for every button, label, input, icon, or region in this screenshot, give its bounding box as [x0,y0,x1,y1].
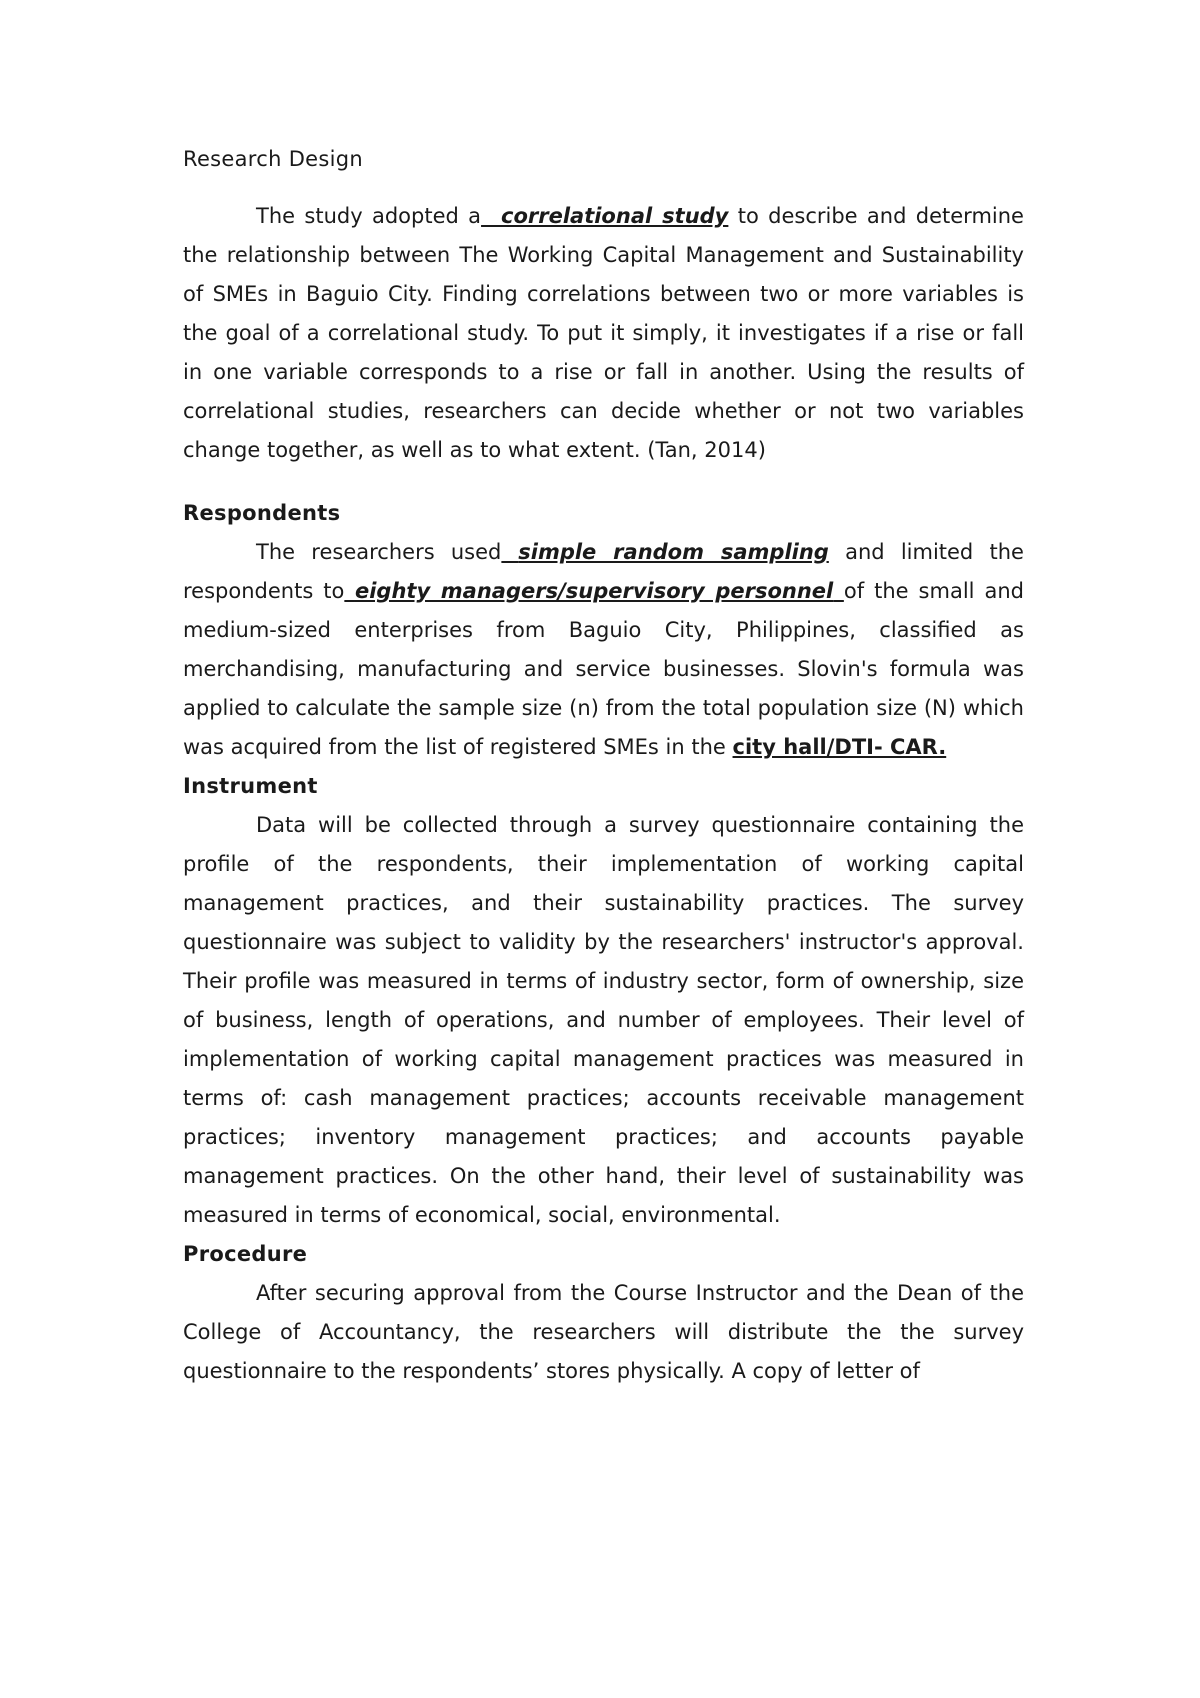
emphasis-correlational-study: correlational study [501,204,729,228]
paragraph-respondents [183,533,1024,767]
document-body [183,140,1024,1391]
text-research-design-lead: The study adopted a [256,204,482,228]
emphasis-simple-random-sampling: simple random sampling [518,540,829,564]
paragraph-procedure: After securing approval from the Course Instructor and the Dean of the College of Accountancy, the researchers will distribute the the survey questionnaire to the respondents’ stores physically. A copy of letter of [183,1281,1024,1383]
paragraph-research-design [183,197,1024,470]
text-respondents-mid: and limited the respondents to [183,540,1024,603]
heading-procedure: Procedure [183,1242,308,1266]
emphasis-city-hall-dti: city hall/DTI- CAR. [732,735,947,759]
paragraph-instrument: Data will be collected through a survey questionnaire containing the profile of the respondents, their implementation of working capital management practices, and their sustainability practices. The survey questionnaire was subject to validity by the researchers' instructor's approval. Their profile was measured in terms of industry sector, form of ownership, size of business, length of operations, and number of employees. Their level of implementation of working capital management practices was measured in terms of: cash management practices; accounts receivable management practices; inventory management practices; and accounts payable management practices. On the other hand, their level of sustainability was measured in terms of economical, social, environmental. [183,813,1024,1227]
heading-research-design: Research Design [183,147,364,171]
text-respondents-body: of the small and medium-sized enterprises from Baguio City, Philippines, classified as merchandising, manufacturing and service businesses. Slovin's formula was applied to calculate the sample size (n) from the total population size (N) which was acquired from the list of registered SMEs in the [183,579,1024,759]
text-respondents-lead: The researchers used [256,540,502,564]
heading-respondents: Respondents [183,501,341,525]
heading-instrument: Instrument [183,774,318,798]
emphasis-eighty-managers: eighty managers/supervisory personnel [354,579,834,603]
text-research-design-body: to describe and determine the relationship between The Working Capital Management and Sustainability of SMEs in Baguio City. Finding correlations between two or more variables is the goal of a correlational study. To put it simply, it investigates if a rise or fall in one variable corresponds to a rise or fall in another. Using the results of correlational studies, researchers can decide whether or not two variables change together, as well as to what extent. (Tan, 2014) [183,204,1024,462]
